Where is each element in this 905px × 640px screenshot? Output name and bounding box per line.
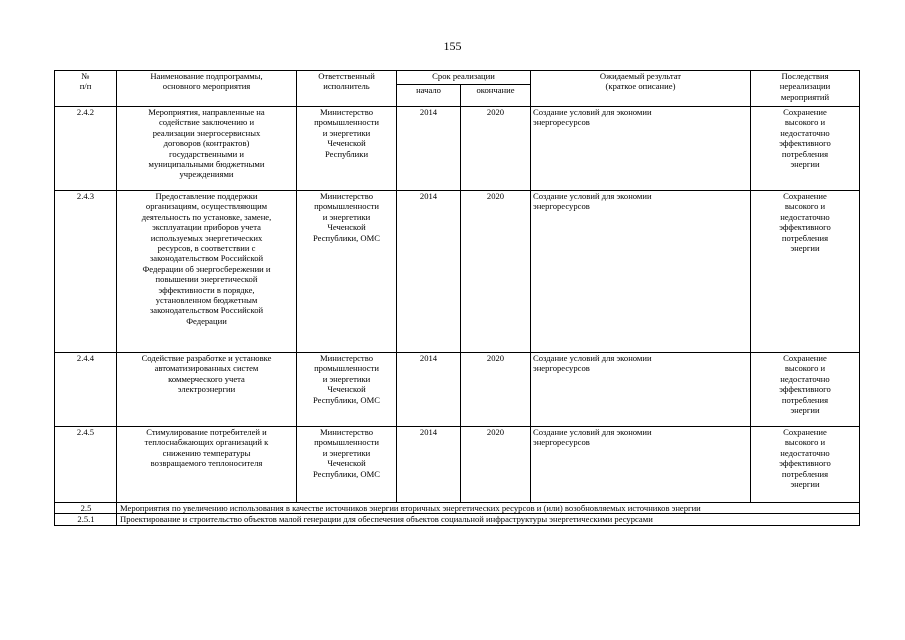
row-executor: Министерство промышленности и энергетики Чеченской Республики <box>297 107 397 191</box>
section-num: 2.5.1 <box>55 514 117 525</box>
table-row <box>55 427 860 503</box>
row-end: 2020 <box>461 353 531 427</box>
row-executor: Министерство промышленности и энергетики Чеченской Республики, ОМС <box>297 191 397 353</box>
program-activities-table <box>54 70 860 526</box>
row-end: 2020 <box>461 107 531 191</box>
header-end: окончание <box>461 85 531 107</box>
row-num: 2.4.4 <box>55 353 117 427</box>
header-result: Ожидаемый результат (краткое описание) <box>531 71 751 107</box>
table-row <box>55 353 860 427</box>
row-consequences: Сохранение высокого и недостаточно эффективного потребления энергии <box>751 427 860 503</box>
row-end: 2020 <box>461 427 531 503</box>
row-name: Стимулирование потребителей и теплоснабжающих организаций к снижению температуры возвращаемого теплоносителя <box>117 427 297 503</box>
row-consequences: Сохранение высокого и недостаточно эффективного потребления энергии <box>751 191 860 353</box>
row-consequences: Сохранение высокого и недостаточно эффективного потребления энергии <box>751 107 860 191</box>
table-header-row <box>55 71 860 85</box>
row-consequences: Сохранение высокого и недостаточно эффективного потребления энергии <box>751 353 860 427</box>
section-row <box>55 503 860 514</box>
row-num: 2.4.3 <box>55 191 117 353</box>
row-result: Создание условий для экономии энергоресурсов <box>531 107 751 191</box>
row-end: 2020 <box>461 191 531 353</box>
page-number: 155 <box>443 39 462 53</box>
row-num: 2.4.5 <box>55 427 117 503</box>
row-start: 2014 <box>397 107 461 191</box>
row-result: Создание условий для экономии энергоресурсов <box>531 353 751 427</box>
row-name: Содействие разработке и установке автоматизированных систем коммерческого учета электроэнергии <box>117 353 297 427</box>
table-row <box>55 191 860 353</box>
section-title: Проектирование и строительство объектов малой генерации для обеспечения объектов социальной инфраструктуры энергетическими ресурсами <box>117 514 860 525</box>
row-result: Создание условий для экономии энергоресурсов <box>531 427 751 503</box>
row-num: 2.4.2 <box>55 107 117 191</box>
table-row <box>55 107 860 191</box>
header-consequences: Последствия нереализации мероприятий <box>751 71 860 107</box>
row-start: 2014 <box>397 427 461 503</box>
row-executor: Министерство промышленности и энергетики Чеченской Республики, ОМС <box>297 353 397 427</box>
row-result: Создание условий для экономии энергоресурсов <box>531 191 751 353</box>
section-num: 2.5 <box>55 503 117 514</box>
section-row <box>55 514 860 525</box>
header-num: № п/п <box>55 71 117 107</box>
row-start: 2014 <box>397 353 461 427</box>
row-start: 2014 <box>397 191 461 353</box>
section-title: Мероприятия по увеличению использования в качестве источников энергии вторичных энергетических ресурсов и (или) возобновляемых источников энергии <box>117 503 860 514</box>
header-start: начало <box>397 85 461 107</box>
header-executor: Ответственный исполнитель <box>297 71 397 107</box>
header-period: Срок реализации <box>397 71 531 85</box>
row-name: Мероприятия, направленные на содействие заключению и реализации энергосервисных договоров (контрактов) государственными и муниципальными бюджетными учреждениями <box>117 107 297 191</box>
header-name: Наименование подпрограммы, основного мероприятия <box>117 71 297 107</box>
row-name: Предоставление поддержки организациям, осуществляющим деятельность по установке, замене, эксплуатации приборов учета используемых энергетических ресурсов, в соответствии с законодательством Российской Федерации об энергосбережении и повышении энергетической эффективности в порядке, установленном бюджетным законодательством Российской Федерации <box>117 191 297 353</box>
row-executor: Министерство промышленности и энергетики Чеченской Республики, ОМС <box>297 427 397 503</box>
